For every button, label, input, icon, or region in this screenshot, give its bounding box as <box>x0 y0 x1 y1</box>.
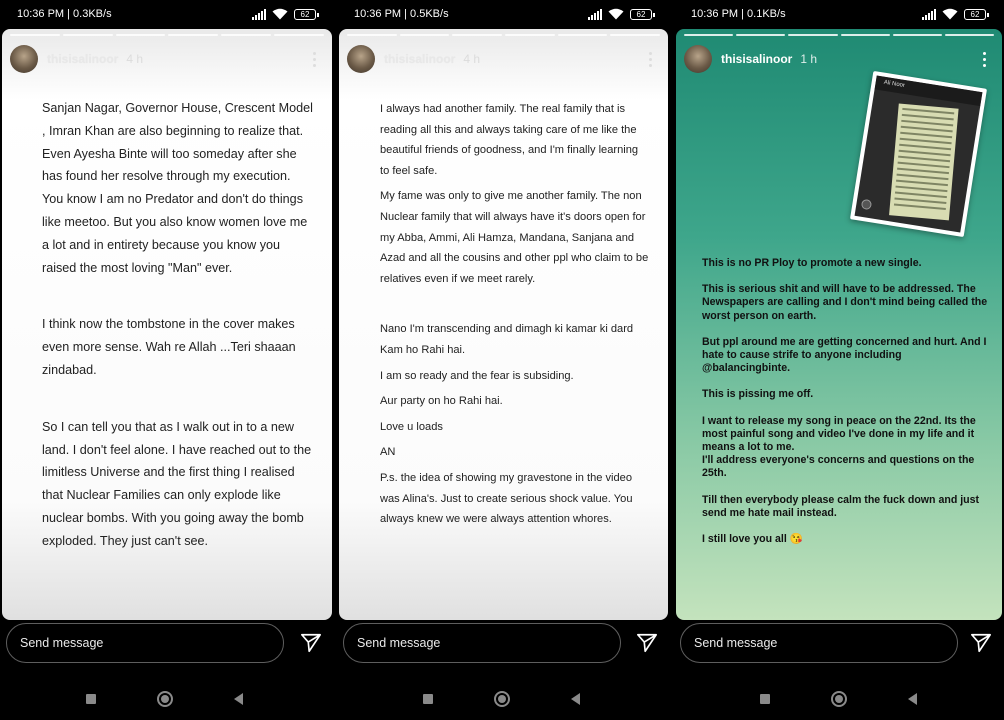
story-progress <box>684 34 994 36</box>
story-paragraph: I want to release my song in peace on the 22nd. Its the most painful song and video I've done in my life and it means a lot to me. I'll address everyone's concerns and questions on the 25th. <box>702 414 976 480</box>
shared-post-avatar <box>861 199 872 210</box>
status-time: 10:36 PM | 0.3KB/s <box>17 8 112 20</box>
story-paragraph: I always had another family. The real family that is reading all this and always taking care of me like the beautiful friends of goodness, and I'm finally learning to feel safe. <box>380 103 639 177</box>
avatar[interactable] <box>347 45 375 73</box>
back-icon[interactable] <box>234 693 243 705</box>
battery-icon: 62 <box>964 9 986 20</box>
story-header <box>10 45 324 73</box>
story-paragraph: Aur party on ho Rahi hai. <box>380 395 503 408</box>
more-options-icon[interactable] <box>974 49 994 69</box>
more-options-icon[interactable] <box>304 49 324 69</box>
more-options-icon[interactable] <box>640 49 660 69</box>
story-paragraph: I think now the tombstone in the cover makes even more sense. Wah re Allah ...Teri shaaan zindabad. <box>42 317 296 377</box>
signal-icon <box>252 9 266 20</box>
send-icon[interactable] <box>970 632 992 654</box>
story-paragraph: Nano I'm transcending and dimagh ki kamar ki dard Kam ho Rahi hai. <box>380 323 634 356</box>
story-paragraph: My fame was only to give me another family. The non Nuclear family that will always have it's doors open for my Abba, Ammi, Ali Hamza, Mandana, Sanjana and Azad and all the cousins and other ppl who claim to be relatives even if we meet rarely. <box>380 190 649 285</box>
story-card[interactable] <box>676 29 1002 620</box>
story-paragraph: So I can tell you that as I walk out in to a new land. I don't feel alone. I have reached out to the limitless Universe and the first thing I realised that Nuclear Families can only explode like nuclear bombs. With you going away the bomb exploded. They just can't see. <box>42 419 312 548</box>
story-text <box>380 99 650 535</box>
back-icon[interactable] <box>908 693 917 705</box>
recents-icon[interactable] <box>86 694 96 704</box>
story-screen-3 <box>674 0 1004 720</box>
recents-icon[interactable] <box>423 694 433 704</box>
back-icon[interactable] <box>571 693 580 705</box>
message-bar <box>343 623 670 665</box>
story-paragraph: This is pissing me off. <box>702 388 814 401</box>
battery-icon: 62 <box>630 9 652 20</box>
story-card[interactable] <box>2 29 332 620</box>
story-paragraph: Sanjan Nagar, Governor House, Crescent Model , Imran Khan are also beginning to realize that. Even Ayesha Binte will too someday after she has found her resolve through my execution. You know I am no Predator and don't do things like meetoo. But you also know women love me a lot and in entirety because you know you raised the most loving "Man" ever. <box>42 101 313 275</box>
username[interactable]: thisisalinoor <box>384 52 456 66</box>
time-ago: 4 h <box>126 52 144 66</box>
signal-icon <box>588 9 602 20</box>
story-header <box>684 45 994 73</box>
send-message-input[interactable]: Send message <box>343 623 621 663</box>
story-paragraph: P.s. the idea of showing my gravestone in the video was Alina's. Just to create serious shock value. You always knew we were always attention whores. <box>380 471 633 526</box>
story-progress <box>347 34 660 36</box>
wifi-icon <box>942 8 958 20</box>
time-ago: 4 h <box>463 52 481 66</box>
avatar[interactable] <box>10 45 38 73</box>
home-icon[interactable] <box>831 691 847 707</box>
story-screen-1 <box>0 0 334 720</box>
story-paragraph: Till then everybody please calm the fuck down and just send me hate mail instead. <box>702 493 980 519</box>
story-header <box>347 45 660 73</box>
shared-post-name: Ali Noor <box>883 79 906 89</box>
username[interactable]: thisisalinoor <box>721 52 793 66</box>
recents-icon[interactable] <box>760 694 770 704</box>
story-screen-2 <box>337 0 670 720</box>
home-icon[interactable] <box>494 691 510 707</box>
status-bar <box>0 0 334 28</box>
message-bar <box>6 623 334 665</box>
story-paragraph: I am so ready and the fear is subsiding. <box>380 369 574 382</box>
battery-icon: 62 <box>294 9 316 20</box>
signal-icon <box>922 9 936 20</box>
home-icon[interactable] <box>157 691 173 707</box>
story-paragraph: This is serious shit and will have to be addressed. The Newspapers are calling and I don't mind being called the worst person on earth. <box>702 283 988 322</box>
time-ago: 1 h <box>800 52 818 66</box>
wifi-icon <box>608 8 624 20</box>
story-paragraph: Love u loads <box>380 420 443 433</box>
status-time: 10:36 PM | 0.1KB/s <box>691 8 786 20</box>
message-bar <box>680 623 1004 665</box>
send-icon[interactable] <box>636 632 658 654</box>
send-icon[interactable] <box>300 632 322 654</box>
android-nav-bar <box>337 688 670 712</box>
story-progress <box>10 34 324 36</box>
android-nav-bar <box>674 688 1004 712</box>
shared-post-note-image <box>889 104 959 221</box>
send-message-input[interactable]: Send message <box>6 623 284 663</box>
android-nav-bar <box>0 688 334 712</box>
story-paragraph: But ppl around me are getting concerned and hurt. And I hate to cause strife to anyone including @balancingbinte. <box>702 335 987 375</box>
story-paragraph: This is no PR Ploy to promote a new single. <box>702 257 922 269</box>
status-time: 10:36 PM | 0.5KB/s <box>354 8 449 20</box>
avatar[interactable] <box>684 45 712 73</box>
story-card[interactable] <box>339 29 668 620</box>
send-message-input[interactable]: Send message <box>680 623 958 663</box>
status-bar <box>674 0 1004 28</box>
status-bar <box>337 0 670 28</box>
story-text <box>702 257 992 559</box>
shared-post-sticker[interactable] <box>850 71 987 237</box>
story-text <box>42 97 314 587</box>
story-paragraph: AN <box>380 446 396 459</box>
wifi-icon <box>272 8 288 20</box>
username[interactable]: thisisalinoor <box>47 52 119 66</box>
story-paragraph: I still love you all 😘 <box>702 533 803 546</box>
